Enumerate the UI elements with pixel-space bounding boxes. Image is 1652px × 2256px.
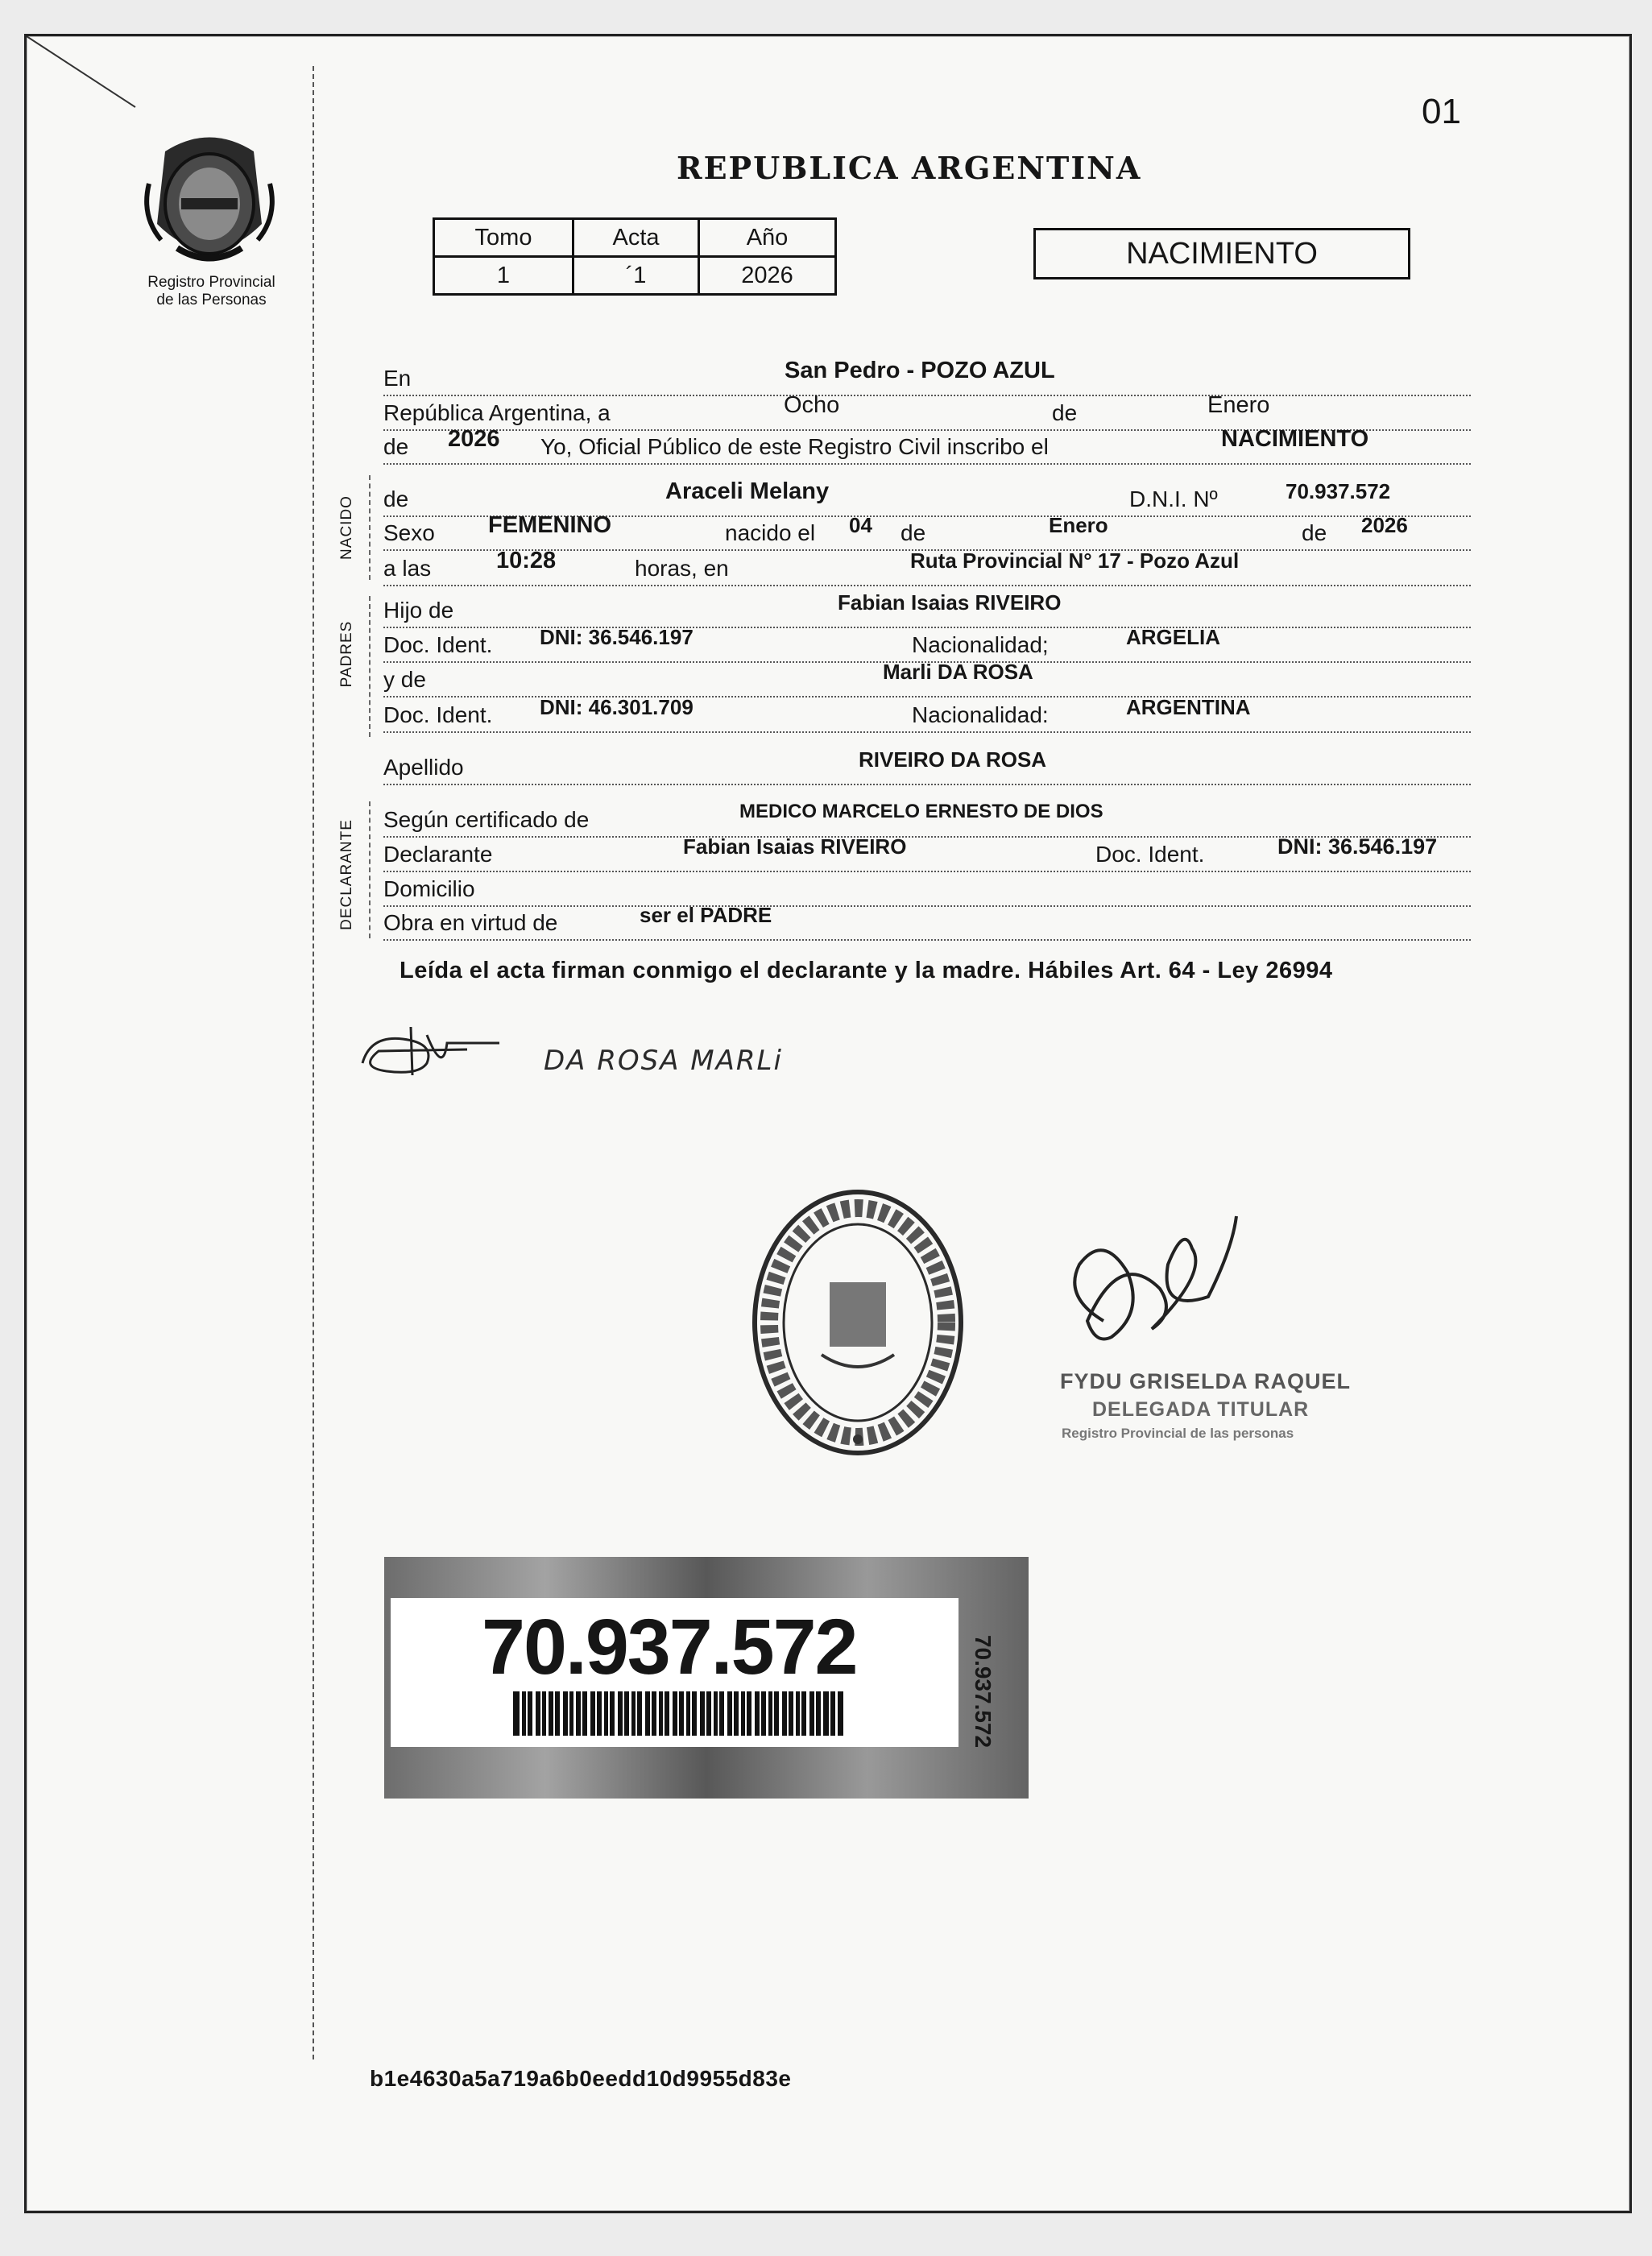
delegate-name: FYDU GRISELDA RAQUEL	[1060, 1369, 1352, 1393]
hijo-de-label: Hijo de	[383, 598, 454, 623]
obra-label: Obra en virtud de	[383, 910, 558, 935]
horas-label: horas, en	[635, 556, 729, 581]
document-hash: b1e4630a5a719a6b0eedd10d9955d83e	[370, 2066, 792, 2091]
delegate-title: DELEGADA TITULAR	[1092, 1398, 1310, 1421]
nacido-dni-label: D.N.I. Nº	[1129, 486, 1218, 511]
row-father-doc	[383, 625, 1471, 663]
row-father	[383, 590, 1471, 628]
provincial-crest-icon	[133, 127, 286, 280]
row-mother-doc	[383, 695, 1471, 733]
closing-statement: Leída el acta firman conmigo el declarante y la madre. Hábiles Art. 64 - Ley 26994	[400, 958, 1333, 983]
declarante-doc: DNI: 36.546.197	[1277, 834, 1438, 859]
date-month: Enero	[1207, 392, 1270, 418]
row-apellido	[383, 747, 1471, 785]
row-nacido-sexo	[383, 512, 1471, 551]
row-certificado	[383, 801, 1471, 838]
birth-place: Ruta Provincial N° 17 - Pozo Azul	[910, 548, 1240, 573]
acta-header-tomo: Tomo	[434, 219, 573, 257]
delegate-org: Registro Provincial de las personas	[1062, 1426, 1294, 1441]
row-domicilio	[383, 875, 1471, 907]
declarante-name: Fabian Isaias RIVEIRO	[683, 834, 907, 859]
crest-caption	[125, 274, 298, 309]
acta-header-row	[434, 219, 836, 257]
apellido-value: RIVEIRO DA ROSA	[859, 747, 1047, 772]
scan-corner-line	[27, 36, 139, 109]
date-de-label: de	[1052, 400, 1078, 425]
declarant-signature	[354, 1019, 524, 1083]
birth-time: 10:28	[496, 548, 557, 573]
padres-section-rule	[369, 596, 371, 737]
page-number: 01	[1422, 92, 1461, 131]
place-label: En	[383, 366, 412, 391]
id-label-number: 70.937.572	[482, 1603, 857, 1691]
register-text: Yo, Oficial Público de este Registro Civil inscribo el	[540, 434, 1049, 459]
domicilio-label: Domicilio	[383, 876, 475, 901]
acta-table	[433, 217, 837, 296]
father-nationality-label: Nacionalidad;	[912, 632, 1049, 657]
declarante-doc-label: Doc. Ident.	[1095, 842, 1205, 867]
acta-value-anio: 2026	[699, 257, 836, 295]
mother-nationality-label: Nacionalidad:	[912, 702, 1049, 727]
mother-signature-text: DA ROSA MARLi	[544, 1045, 783, 1077]
nacido-section-rule	[369, 475, 371, 580]
birth-de-label-1: de	[901, 520, 926, 545]
acta-header-anio: Año	[699, 219, 836, 257]
crest-caption-line1: Registro Provincial	[147, 274, 275, 291]
birth-day: 04	[849, 513, 872, 537]
register-de-label: de	[383, 434, 409, 459]
sexo-value: FEMENINO	[488, 512, 612, 538]
header-title: REPUBLICA ARGENTINA	[677, 150, 1142, 186]
declarante-label: Declarante	[383, 842, 493, 867]
section-label-padres: PADRES	[338, 620, 355, 688]
row-place	[383, 358, 1471, 396]
date-day-word: Ocho	[784, 392, 840, 418]
alas-label: a las	[383, 556, 432, 581]
birth-month: Enero	[1049, 513, 1108, 537]
document-type-box: NACIMIENTO	[1033, 228, 1410, 279]
father-name: Fabian Isaias RIVEIRO	[838, 590, 1062, 615]
mother-doc: DNI: 46.301.709	[540, 695, 694, 719]
certificado-value: MEDICO MARCELO ERNESTO DE DIOS	[739, 801, 1103, 822]
row-register	[383, 426, 1471, 465]
certificado-label: Según certificado de	[383, 807, 590, 832]
nacido-de-label: de	[383, 486, 409, 511]
place-value: San Pedro - POZO AZUL	[785, 358, 1055, 383]
row-nacido-time	[383, 548, 1471, 586]
section-label-nacido: NACIDO	[338, 495, 355, 560]
birth-year: 2026	[1361, 513, 1408, 537]
row-declarante	[383, 834, 1471, 872]
barcode	[513, 1691, 843, 1736]
mother-name: Marli DA ROSA	[883, 660, 1033, 684]
acta-value-acta: ´1	[573, 257, 699, 295]
section-label-declarante: DECLARANTE	[338, 819, 355, 930]
margin-rule	[313, 66, 314, 2059]
mother-doc-label: Doc. Ident.	[383, 702, 493, 727]
birth-de-label-2: de	[1302, 520, 1327, 545]
row-mother	[383, 660, 1471, 697]
nacido-name: Araceli Melany	[665, 478, 830, 504]
date-label: República Argentina, a	[383, 400, 611, 425]
mother-nationality: ARGENTINA	[1126, 695, 1251, 719]
declarante-section-rule	[369, 801, 371, 938]
official-seal	[749, 1186, 967, 1459]
id-label-vertical-number: 70.937.572	[971, 1634, 996, 1749]
nacido-el-label: nacido el	[725, 520, 816, 545]
crest-caption-line2: de las Personas	[156, 292, 267, 308]
father-doc-label: Doc. Ident.	[383, 632, 493, 657]
acta-value-row	[434, 257, 836, 295]
row-obra	[383, 903, 1471, 941]
mother-signature	[540, 1031, 805, 1087]
delegate-signature	[1047, 1200, 1257, 1377]
register-type: NACIMIENTO	[1221, 426, 1369, 452]
register-year: 2026	[448, 426, 500, 452]
father-doc: DNI: 36.546.197	[540, 625, 694, 649]
apellido-label: Apellido	[383, 755, 464, 780]
sexo-label: Sexo	[383, 520, 435, 545]
father-nationality: ARGELIA	[1126, 625, 1220, 649]
acta-header-acta: Acta	[573, 219, 699, 257]
obra-value: ser el PADRE	[640, 903, 772, 927]
nacido-dni: 70.937.572	[1286, 479, 1391, 503]
yde-label: y de	[383, 667, 426, 692]
acta-value-tomo: 1	[434, 257, 573, 295]
